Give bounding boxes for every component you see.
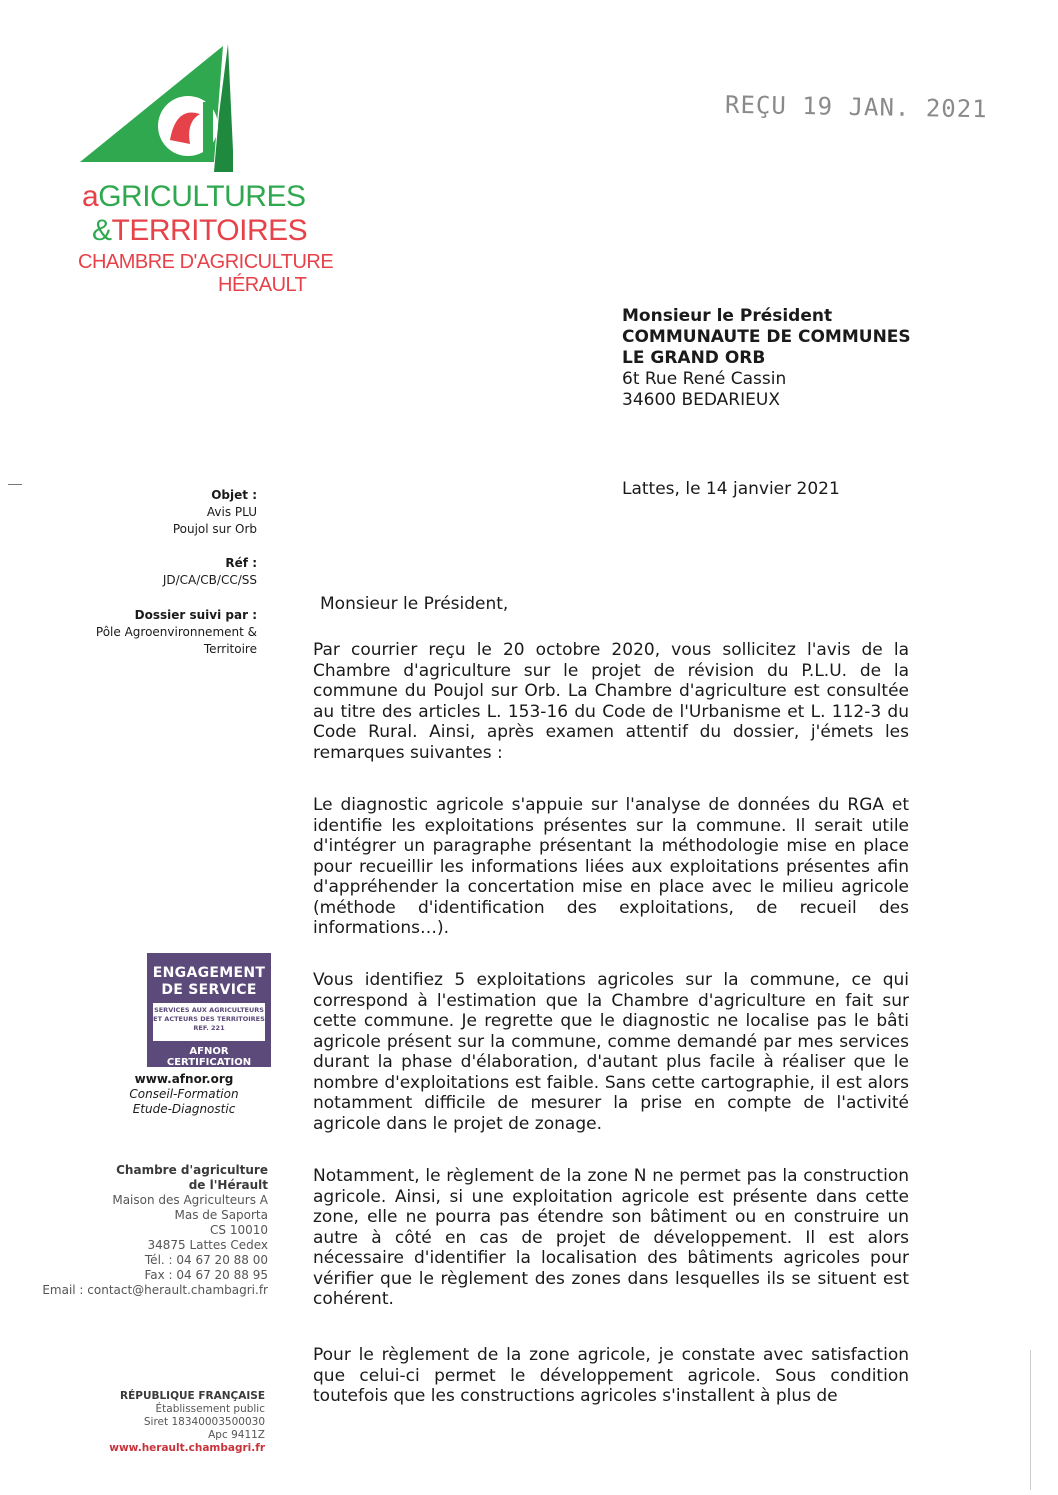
- recipient-org: COMMUNAUTE DE COMMUNES: [622, 327, 911, 347]
- chambre-address: 34875 Lattes Cedex: [147, 1238, 268, 1252]
- afnor-web: www.afnor.org: [134, 1072, 234, 1086]
- chambre-address: Maison des Agriculteurs A: [112, 1193, 268, 1207]
- logo-chambre: CHAMBRE D'AGRICULTURE: [78, 251, 334, 273]
- logo-text-agricultures: GRICULTURES: [98, 180, 306, 213]
- republique-line: Siret 18340003500030: [143, 1416, 265, 1428]
- recipient-address: [622, 306, 911, 411]
- republique-line: Établissement public: [155, 1403, 265, 1415]
- chambre-email: Email : contact@herault.chambagri.fr: [42, 1283, 268, 1297]
- chambre-fax: Fax : 04 67 20 88 95: [144, 1268, 268, 1282]
- chambre-name: Chambre d'agriculture: [116, 1163, 268, 1177]
- recipient-street: 6t Rue René Cassin: [622, 369, 787, 389]
- chambre-name: de l'Hérault: [188, 1178, 268, 1192]
- chamber-logo-icon: [78, 44, 233, 172]
- letter-date: Lattes, le 14 janvier 2021: [622, 479, 840, 499]
- logo-letter-a: a: [82, 180, 99, 213]
- badge-box-line: ET ACTEURS DES TERRITOIRES: [153, 1015, 265, 1023]
- republique-info: [109, 1390, 265, 1455]
- badge-box: [153, 1003, 265, 1041]
- letter-paragraph: Notamment, le règlement de la zone N ne permet pas la construction agricole. Ainsi, si une exploitation agricole est présente dans cette zone, elle ne pourra pas étendre son bâtiment ou en construire un autre à côté en cas de projet de développement. Il est alors nécessaire d'identifier la localisation des bâtiments agricoles pour vérifier que le règlement des zones dans lesquelles ils se situent est cohérent.: [313, 1166, 909, 1309]
- badge-box-line: REF. 221: [193, 1024, 225, 1032]
- logo-ampersand: &: [92, 214, 112, 247]
- chambre-tel: Tél. : 04 67 20 88 00: [144, 1253, 268, 1267]
- republique-line: Apc 9411Z: [208, 1429, 265, 1441]
- logo-text-territoires: TERRITOIRES: [111, 214, 308, 247]
- afnor-sub: Conseil-Formation: [129, 1087, 239, 1101]
- badge-title-2: DE SERVICE: [161, 982, 257, 998]
- letter-salutation: Monsieur le Président,: [320, 594, 509, 614]
- chambre-contact: [42, 1163, 268, 1298]
- objet-label: Objet :: [211, 488, 257, 502]
- chambre-address: Mas de Saporta: [174, 1208, 268, 1222]
- sidebar-ref: [163, 555, 257, 589]
- objet-line: Avis PLU: [206, 505, 257, 519]
- dossier-line: Pôle Agroenvironnement &: [95, 625, 257, 639]
- sidebar-objet: [173, 487, 257, 538]
- ref-label: Réf :: [225, 556, 257, 570]
- badge-title-1: ENGAGEMENT: [152, 965, 266, 981]
- received-stamp: REÇU 19 JAN. 2021: [724, 90, 988, 124]
- logo-line-territoires: [92, 214, 307, 248]
- sidebar-dossier: [96, 607, 257, 658]
- chambre-address: CS 10010: [210, 1223, 268, 1237]
- scan-mark: [8, 484, 22, 485]
- recipient-city: 34600 BEDARIEUX: [622, 390, 780, 410]
- objet-line: Poujol sur Orb: [172, 522, 257, 536]
- dossier-label: Dossier suivi par :: [134, 608, 257, 622]
- afnor-info: [120, 1072, 248, 1117]
- letter-paragraph: Pour le règlement de la zone agricole, je constate avec satisfaction que celui-ci permet le développement agricole. Sous condition toutefois que les constructions agricoles s'installent à plus de: [313, 1345, 909, 1406]
- letter-paragraph: Le diagnostic agricole s'appuie sur l'analyse de données du RGA et identifie les exploitations présentes sur la commune. Il serait utile d'intégrer un paragraphe présentant la méthodologie mise en place pour recueillir les informations liées aux exploitations présentes afin d'appréhender la concertation mise en place avec le milieu agricole (méthode d'identification des exploitations, de recueil des informations…).: [313, 795, 909, 938]
- badge-afnor: AFNOR CERTIFICATION: [166, 1046, 252, 1068]
- afnor-sub: Etude-Diagnostic: [132, 1102, 236, 1116]
- website-link[interactable]: www.herault.chambagri.fr: [109, 1442, 265, 1454]
- logo-line-agricultures: [82, 180, 306, 214]
- republique-title: RÉPUBLIQUE FRANÇAISE: [119, 1390, 265, 1402]
- ref-value: JD/CA/CB/CC/SS: [162, 573, 257, 587]
- recipient-org-name: LE GRAND ORB: [622, 348, 766, 368]
- badge-box-line: SERVICES AUX AGRICULTEURS: [154, 1006, 264, 1014]
- letter-paragraph: Par courrier reçu le 20 octobre 2020, vous sollicitez l'avis de la Chambre d'agriculture sur le projet de révision du P.L.U. de la commune du Poujol sur Orb. La Chambre d'agriculture est consultée au titre des articles L. 153-16 du Code de l'Urbanisme et L. 112-3 du Code Rural. Ainsi, après examen attentif du dossier, j'émets les remarques suivantes :: [313, 640, 909, 763]
- scan-mark: [1030, 1350, 1031, 1490]
- recipient-title: Monsieur le Président: [622, 306, 833, 326]
- engagement-service-badge: [147, 953, 271, 1067]
- dossier-line: Territoire: [203, 642, 257, 656]
- logo-herault: HÉRAULT: [218, 274, 307, 296]
- letter-paragraph: Vous identifiez 5 exploitations agricoles sur la commune, ce qui correspond à l'estimation que la Chambre d'agriculture en fait sur cette commune. Je regrette que le diagnostic ne localise pas le bâti agricole présent sur la commune, comme demandé par mes services durant la phase d'élaboration, d'autant plus facile à réaliser que le nombre d'exploitations est faible. Sans cette cartographie, il est alors notamment difficile de mesurer la prise en compte de l'activité agricole dans le projet de zonage.: [313, 970, 909, 1134]
